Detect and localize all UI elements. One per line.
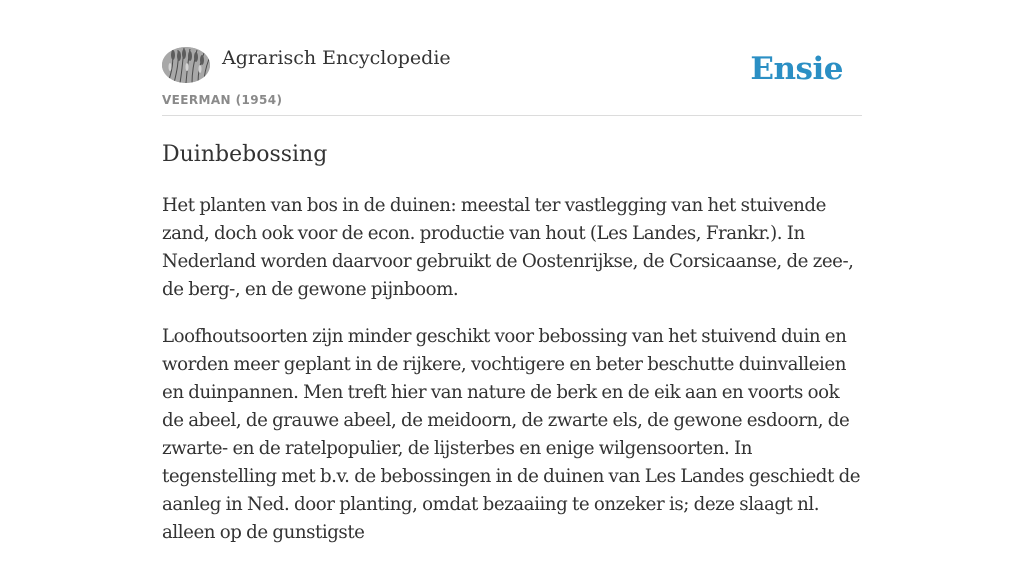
entry-title: Duinbebossing xyxy=(162,142,328,167)
entry-paragraph: Het planten van bos in de duinen: meestal ter vastlegging van het stuivende zand, doch ook voor de econ. productie van hout (Les Landes, Frankr.). In Nederland worden daarvoor gebruikt de Oostenrijkse, de Corsicaanse, de zee-, de berg-, en de gewone pijnboom. xyxy=(162,195,854,300)
entry-paragraph: Loofhoutsoorten zijn minder geschikt voor bebossing van het stuivend duin en worden meer geplant in de rijkere, vochtigere en beter beschutte duinvalleien en duinpannen. Men treft hier van nature de berk en de eik aan en voorts ook de abeel, de grauwe abeel, de meidoorn, de zwarte els, de gewone esdoorn, de zwarte- en de ratelpopulier, de lijsterbes en enige wilgensoorten. In tegenstelling met b.v. de bebossingen in de duinen van Les Landes geschiedt de aanleg in Ned. door planting, omdat bezaaiing te onzeker is; deze slaagt nl. alleen op de gunstigste xyxy=(162,326,861,543)
source-avatar[interactable] xyxy=(162,47,210,83)
wheat-engraving-icon xyxy=(162,47,210,83)
source-header xyxy=(162,0,862,116)
ensie-logo[interactable]: Ensie xyxy=(750,51,843,87)
page xyxy=(162,0,862,543)
entry-body xyxy=(162,192,862,566)
source-author-year: VEERMAN (1954) xyxy=(162,93,283,107)
source-title-link[interactable]: Agrarisch Encyclopedie xyxy=(222,47,451,69)
